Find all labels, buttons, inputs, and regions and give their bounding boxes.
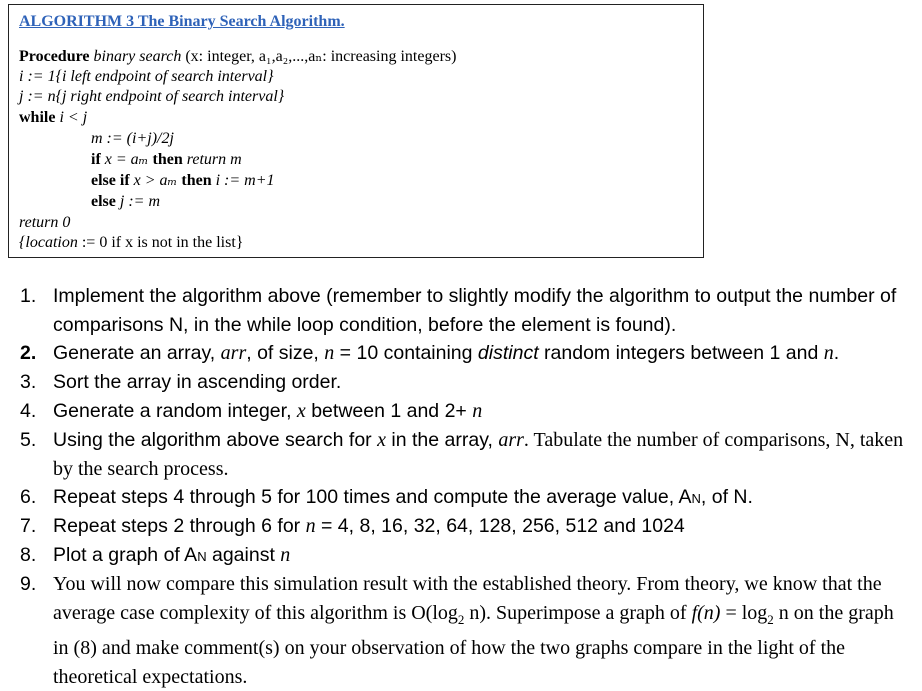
item-text: Generate a random integer, x between 1 and 2+ n bbox=[53, 400, 483, 422]
item-number: 4. bbox=[20, 400, 37, 422]
item-number: 8. bbox=[20, 544, 37, 566]
item-text: Repeat steps 2 through 6 for n = 4, 8, 16, 32, 64, 128, 256, 512 and 1024 bbox=[53, 515, 685, 537]
item-number: 6. bbox=[20, 486, 37, 508]
item-text: Using the algorithm above search for x in the array, arr. Tabulate the number of comparisons, N, taken by the search process. bbox=[53, 429, 904, 480]
item-text: Generate an array, arr, of size, n = 10 containing distinct random integers between 1 and n. bbox=[53, 342, 840, 364]
if-line: if x = aₘ then return m bbox=[91, 151, 242, 168]
item-text: Sort the array in ascending order. bbox=[53, 371, 342, 393]
item-number: 2. bbox=[20, 342, 37, 364]
procedure-line: Procedure binary search (x: integer, a₁,a₂,...,aₙ: increasing integers) bbox=[19, 48, 457, 65]
midpoint-line: m := (i+j)/2j bbox=[91, 130, 174, 147]
algorithm-box bbox=[8, 4, 704, 258]
item-text: Implement the algorithm above (remember to slightly modify the algorithm to output the number of comparisons N, in the while loop condition, before the element is found). bbox=[53, 285, 897, 336]
item-number: 7. bbox=[20, 515, 37, 537]
item-text: You will now compare this simulation result with the established theory. From theory, we know that the average case complexity of this algorithm is $O(\log_2$ n). Superimpose a graph of $f(n) = \log_2 n$ on the graph in (8) and make comment(s) on your observation of how the two graphs compare in the light of the theoretical expectations. bbox=[53, 573, 894, 688]
return-line: return 0 bbox=[19, 214, 71, 231]
else-line: else j := m bbox=[91, 193, 160, 210]
else-if-line: else if x > aₘ then i := m+1 bbox=[91, 172, 275, 189]
item-number: 3. bbox=[20, 371, 37, 393]
init-j-line: j := n{j right endpoint of search interval} bbox=[19, 88, 285, 105]
item-number: 5. bbox=[20, 429, 37, 451]
item-number: 9. bbox=[20, 573, 37, 595]
location-line: {location := 0 if x is not in the list} bbox=[19, 234, 244, 251]
item-number: 1. bbox=[20, 285, 37, 307]
while-line: while i < j bbox=[19, 109, 88, 126]
item-text: Repeat steps 4 through 5 for 100 times and compute the average value, AN, of N. bbox=[53, 486, 753, 508]
item-text: Plot a graph of AN against n bbox=[53, 544, 291, 566]
algorithm-title: ALGORITHM 3 The Binary Search Algorithm. bbox=[19, 13, 345, 30]
init-i-line: i := 1{i left endpoint of search interval} bbox=[19, 68, 274, 85]
